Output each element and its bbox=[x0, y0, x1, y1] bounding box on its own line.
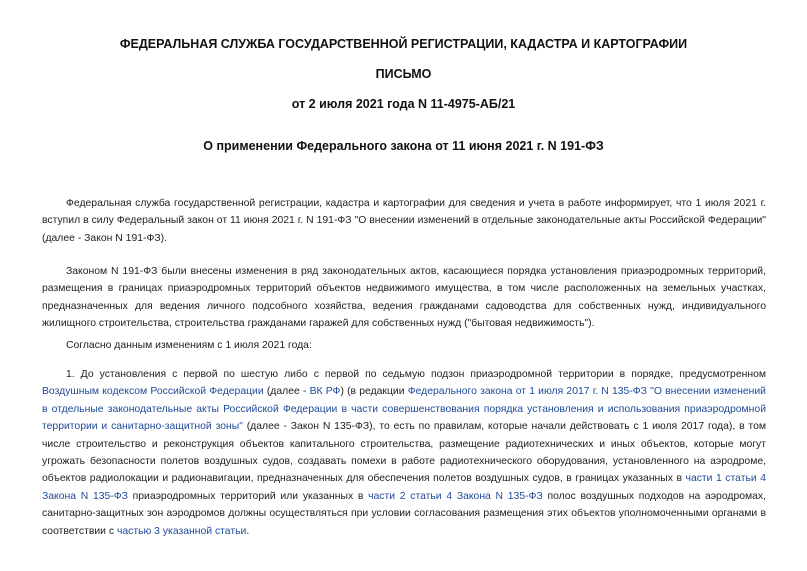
item-1-text-d: (далее - Закон N 135-ФЗ), то есть по правилам, которые начали действовать с 1 июля 2017 года), в том числе строительство и реконструкция объектов капитального строительства, размещение радиотехнических и иных объектов, которые могут угрожать безопасности полетов воздушных судов, создавать помехи в работе радиотехнического оборудования, установленного на аэродроме, объектов радиолокации и радионавигации, предназначенных для обеспечения полетов воздушных судов, в границах указанных в bbox=[42, 421, 766, 485]
item-1-text-c: ) (в редакции bbox=[340, 386, 408, 398]
paragraph-changes: Законом N 191-ФЗ были внесены изменения в ряд законодательных актов, касающиеся порядка установления приаэродромных территорий, размещения в границах приаэродромных территорий объектов недвижимого имущества, в том числе расположенных на земельных участках, предназначенных для ведения личного подсобного хозяйства, ведения гражданами садоводства для собственных нужд, индивидуального жилищного строительства, строительства гражданами гаражей для собственных нужд ("бытовая недвижимость"). bbox=[42, 266, 766, 330]
paragraph-intro: Федеральная служба государственной регистрации, кадастра и картографии для сведения и учета в работе информирует, что 1 июля 2021 г. вступил в силу Федеральный закон от 11 июня 2021 г. N 191-ФЗ "О внесении изменений в отдельные законодательные акты Российской Федерации" (далее - Закон N 191-ФЗ). bbox=[42, 198, 766, 244]
item-1-text-b: (далее - bbox=[263, 386, 310, 398]
link-part-2-article-4[interactable]: части 2 статьи 4 Закона N 135-ФЗ bbox=[368, 490, 543, 502]
agency-title: ФЕДЕРАЛЬНАЯ СЛУЖБА ГОСУДАРСТВЕННОЙ РЕГИСТРАЦИИ, КАДАСТРА И КАРТОГРАФИИ bbox=[119, 37, 688, 51]
item-1-text-a: 1. До установления с первой по шестую либо с первой по седьмую подзон приаэродромной территории в порядке, предусмотренном bbox=[66, 369, 766, 380]
link-part-3-article[interactable]: частью 3 указанной статьи bbox=[116, 525, 247, 537]
paragraph-item-1 bbox=[42, 366, 766, 540]
item-1-text-g: . bbox=[246, 525, 250, 537]
item-1-text-f: полос воздушных подходов на аэродромах, санитарно-защитных зон аэродромов должны осуществляться при условии согласования размещения этих объектов уполномоченными органами в соответствии с bbox=[42, 490, 767, 537]
document-type: ПИСЬМО bbox=[375, 67, 432, 81]
link-federal-law-135[interactable]: Федерального закона от 1 июля 2017 г. N 135-ФЗ "О внесении изменений в отдельные законодательные акты Российской Федерации в части совершенствования порядка установления и использования приаэродромной территории и санитарно-защитной зоны" bbox=[42, 386, 766, 433]
link-part-1-article-4[interactable]: части 1 статьи 4 Закона N 135-ФЗ bbox=[42, 473, 766, 502]
document-subject: О применении Федерального закона от 11 июня 2021 г. N 191-ФЗ bbox=[203, 139, 604, 153]
paragraph-according: Согласно данным изменениям с 1 июля 2021 года: bbox=[66, 340, 312, 351]
link-vk-rf[interactable]: ВК РФ bbox=[309, 386, 341, 398]
document-date-number: от 2 июля 2021 года N 11-4975-АБ/21 bbox=[291, 97, 516, 111]
item-1-text-e: приаэродромных территорий или указанных в bbox=[127, 490, 369, 502]
link-air-code[interactable]: Воздушным кодексом Российской Федерации bbox=[42, 386, 264, 398]
